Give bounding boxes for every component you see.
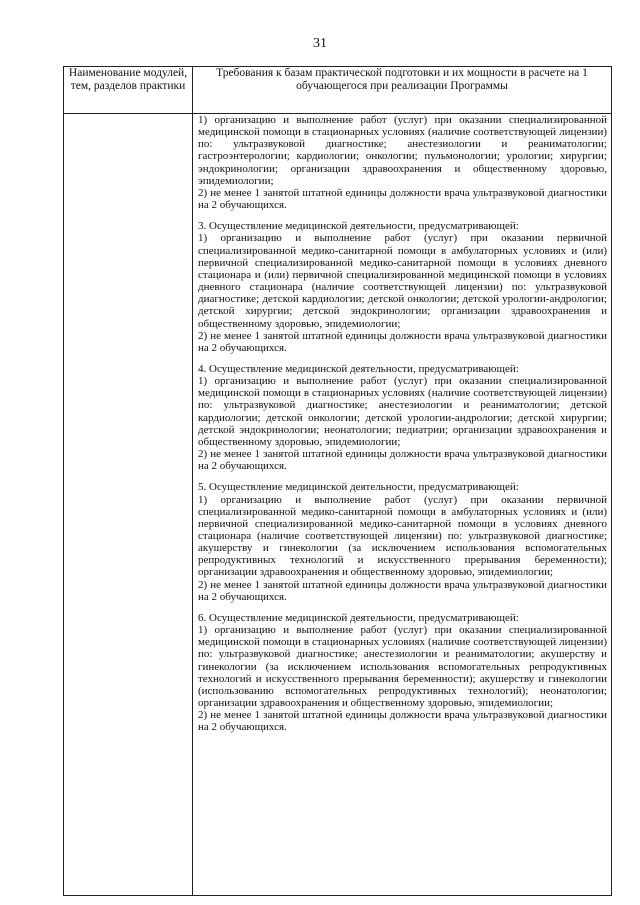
section-paragraph: 2) не менее 1 занятой штатной единицы должности врача ультразвуковой диагностики на 2 обучающихся. [198,329,607,354]
section-paragraph: 1) организацию и выполнение работ (услуг) при оказании специализированной медицинской помощи в стационарных условиях (наличие соответствующей лицензии) по: ультразвуковой диагностике; анестезиологии и реаниматологии; детской кардиологии; детской онкологии; детской урологии-андрологии; детской хирургии; детской эндокринологии; неонатологии; педиатрии; организации здравоохранения и общественному здоровью, эпидемиологии; [198,375,607,448]
column-header-requirements: Требования к базам практической подготовки и их мощности в расчете на 1 обучающегося при реализации Программы [193,67,612,114]
requirements-section-5 [198,481,607,603]
requirements-table [63,66,612,896]
section-paragraph: 2) не менее 1 занятой штатной единицы должности врача ультразвуковой диагностики на 2 обучающихся. [198,448,607,473]
section-heading: 4. Осуществление медицинской деятельности, предусматривающей: [198,362,519,375]
section-heading: 5. Осуществление медицинской деятельности, предусматривающей: [198,481,519,494]
requirements-section-2 [198,114,607,211]
section-paragraph: 2) не менее 1 занятой штатной единицы должности врача ультразвуковой диагностики на 2 обучающихся. [198,578,607,603]
table-header-row [64,67,612,114]
table-row [64,114,612,896]
requirements-cell [193,114,612,896]
section-paragraph: 1) организацию и выполнение работ (услуг) при оказании первичной специализированной медико-санитарной помощи в амбулаторных условиях и (или) первичной специализированной медико-санитарной помощи в условиях дневного стационара (наличие соответствующей лицензии) по: ультразвуковой диагностике; акушерству и гинекологии (за исключением использования вспомогательных репродуктивных технологий и искусственного прерывания беременности); организации здравоохранения и общественному здоровью, эпидемиологии; [198,493,607,579]
section-heading: 3. Осуществление медицинской деятельности, предусматривающей: [198,220,519,233]
section-paragraph: 2) не менее 1 занятой штатной единицы должности врача ультразвуковой диагностики на 2 обучающихся. [198,709,607,734]
page-number: 31 [313,36,327,51]
section-paragraph: 1) организацию и выполнение работ (услуг) при оказании специализированной медицинской помощи в стационарных условиях (наличие соответствующей лицензии) по: ультразвуковой диагностике; анестезиологии и реаниматологии; гастроэнтерологии; кардиологии; онкологии; пульмонологии; урологии; хирургии; эндокринологии; организации здравоохранения и общественному здоровью, эпидемиологии; [198,114,607,187]
requirements-section-4 [198,363,607,472]
section-paragraph: 2) не менее 1 занятой штатной единицы должности врача ультразвуковой диагностики на 2 обучающихся. [198,186,607,212]
requirements-section-3 [198,220,607,354]
requirements-content [193,114,611,734]
section-paragraph: 1) организацию и выполнение работ (услуг) при оказании специализированной медицинской помощи в стационарных условиях (наличие соответствующей лицензии) по: ультразвуковой диагностике; анестезиологии и реаниматологии; акушерству и гинекологии (за исключением использования вспомогательных репродуктивных технологий и искусственного прерывания беременности); акушерству и гинекологии (использованию вспомогательных репродуктивных технологий); неонатологии; организации здравоохранения и общественному здоровью, эпидемиологии; [198,624,607,710]
module-cell [64,114,193,896]
section-heading: 6. Осуществление медицинской деятельности, предусматривающей: [198,611,519,624]
column-header-modules: Наименование модулей, тем, разделов практики [64,67,193,114]
requirements-section-6 [198,612,607,734]
section-paragraph: 1) организацию и выполнение работ (услуг) при оказании первичной специализированной медико-санитарной помощи в амбулаторных условиях и (или) первичной специализированной медико-санитарной помощи в условиях дневного стационара и (или) первичной специализированной медицинской помощи в условиях дневного стационара (наличие соответствующей лицензии) по: ультразвуковой диагностике; детской кардиологии; детской онкологии; детской урологии-андрологии; детской хирургии; детской эндокринологии; организации здравоохранения и общественному здоровью, эпидемиологии; [198,232,607,330]
